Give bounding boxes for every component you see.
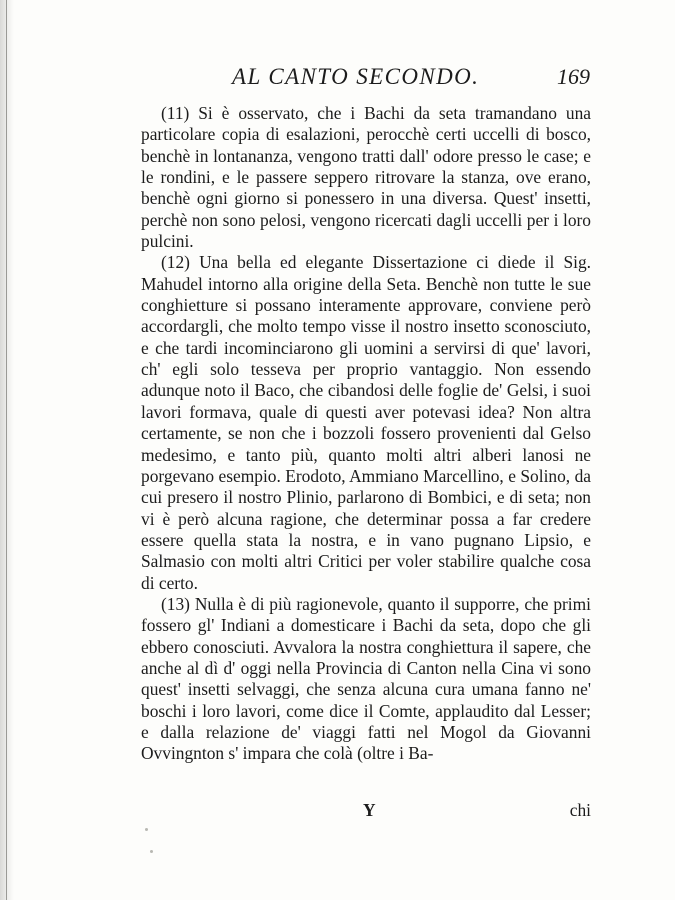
note-paragraph-12: (12) Una bella ed elegante Dissertazione ci diede il Sig. Mahudel intorno alla origine della Seta. Benchè non tutte le sue conghietture si possano interamente approvare, conviene però accordargli, che molto tempo visse il nostro insetto sconosciuto, e che tardi incominciarono gli uomini a servirsi di que' lavori, ch' egli solo tesseva per proprio vantaggio. Non essendo adunque noto il Baco, che cibandosi delle foglie de' Gelsi, i suoi lavori formava, quale di questi aver potevasi idea? Non altra certamente, se non che i bozzoli fossero provenienti dal Gelso medesimo, e tanto più, quanto molti altri alberi lanosi ne porgevano esempio. Erodoto, Ammiano Marcellino, e Solino, da cui presero il nostro Plinio, parlarono di Bombici, e di seta; non vi è però alcuna ragione, che determinar possa a far credere essere quella stata la nostra, e in vano pugnano Lipsio, e Salmasio con molti altri Critici per voler stabilire qualche cosa di certo. — [141, 252, 591, 593]
running-title: AL CANTO SECONDO. — [232, 64, 480, 89]
page-header — [140, 64, 590, 94]
note-paragraph-13: (13) Nulla è di più ragionevole, quanto il supporre, che primi fossero gl' Indiani a domesticare i Bachi da seta, dopo che gli ebbero conosciuti. Avvalora la nostra conghiettura il sapere, che anche al dì d' oggi nella Provincia di Canton nella Cina vi sono quest' insetti selvaggi, che senza alcuna cura umana fanno ne' boschi i loro lavori, come dice il Comte, applaudito dal Lesser; e dalla relazione de' viaggi fatti nel Mogol da Giovanni Ovvingnton s' impara che colà (oltre i Ba- — [141, 593, 591, 764]
note-paragraph-11: (11) Si è osservato, che i Bachi da seta tramandano una particolare copia di esalazioni, perocchè certi uccelli di bosco, benchè in lontananza, vengono tratti dall' odore presso le case; e le rondini, e le passere seppero ritrovare la stanza, ove erano, benchè ogni giorno si ponessero in una diversa. Quest' insetti, perchè non sono pelosi, vengono ricercati dagli uccelli per i loro pulcini. — [141, 103, 591, 252]
page-number: 169 — [557, 64, 590, 89]
page-footer — [141, 800, 591, 824]
signature-mark: Y — [363, 800, 376, 820]
binding-edge-line — [6, 0, 7, 900]
catchword: chi — [569, 800, 591, 820]
paper-speck — [145, 828, 148, 831]
paper-speck — [150, 850, 153, 853]
binding-shadow — [0, 0, 14, 900]
body-text — [141, 103, 591, 765]
